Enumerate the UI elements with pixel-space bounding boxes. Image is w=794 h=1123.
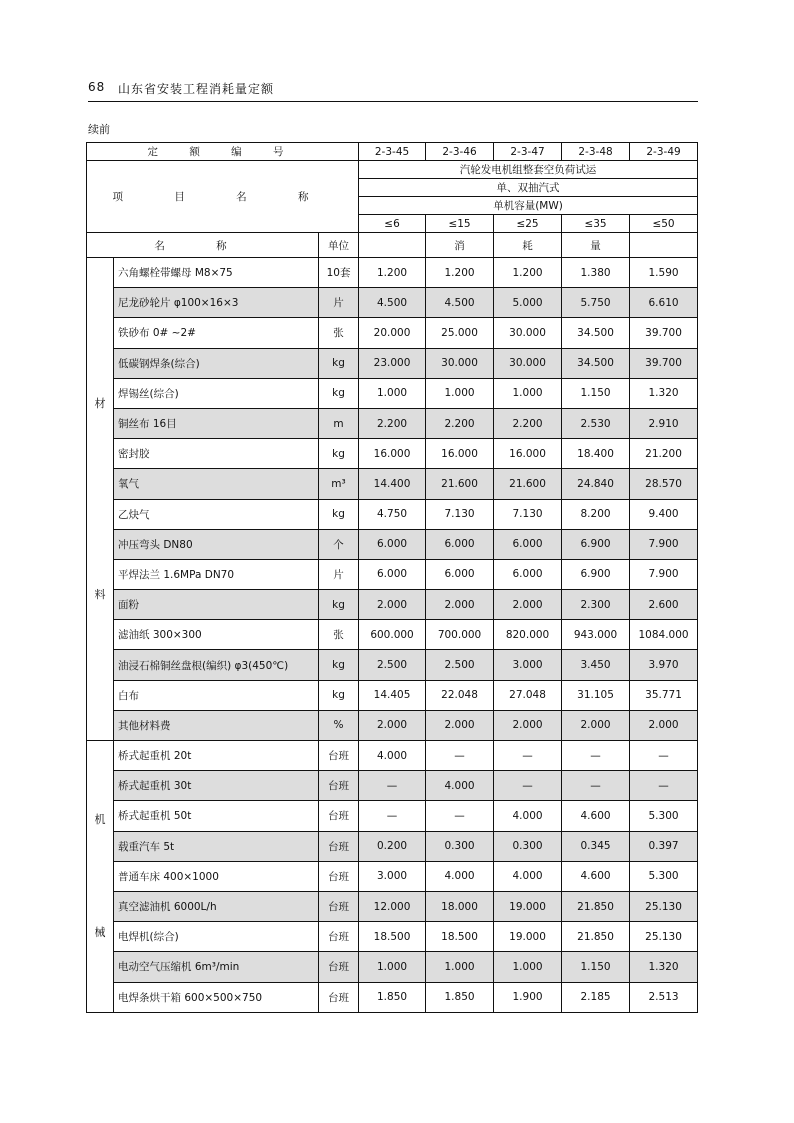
value-cell: 5.000: [494, 288, 562, 318]
value-cell: 1.000: [494, 952, 562, 982]
value-cell: 1.320: [630, 952, 698, 982]
value-cell: 25.130: [630, 891, 698, 921]
item-unit: kg: [319, 680, 359, 710]
value-cell: 5.300: [630, 801, 698, 831]
value-cell: —: [630, 771, 698, 801]
value-cell: 21.600: [426, 469, 494, 499]
table-row: [87, 982, 698, 1012]
capacity-label: 单机容量(MW): [359, 197, 698, 215]
table-row: [87, 348, 698, 378]
value-cell: 700.000: [426, 620, 494, 650]
value-cell: 4.000: [426, 861, 494, 891]
table-row: [87, 891, 698, 921]
value-cell: 4.600: [562, 861, 630, 891]
continued-label: 续前: [88, 123, 110, 136]
consumption-char: 耗: [494, 233, 562, 258]
item-unit: m: [319, 408, 359, 438]
item-name: 真空滤油机 6000L/h: [114, 891, 319, 921]
value-cell: 1.200: [359, 258, 426, 288]
value-cell: 4.600: [562, 801, 630, 831]
table-row: [87, 318, 698, 348]
header-rule: [88, 101, 698, 102]
value-cell: 7.130: [494, 499, 562, 529]
value-cell: 2.600: [630, 590, 698, 620]
item-name: 面粉: [114, 590, 319, 620]
value-cell: 2.200: [426, 408, 494, 438]
value-cell: 1.320: [630, 378, 698, 408]
page-header: [88, 74, 698, 102]
item-unit: 台班: [319, 952, 359, 982]
value-cell: 6.000: [426, 529, 494, 559]
value-cell: —: [562, 741, 630, 771]
value-cell: 27.048: [494, 680, 562, 710]
code-cell: 2-3-47: [494, 143, 562, 161]
value-cell: 25.130: [630, 922, 698, 952]
value-cell: 2.000: [562, 710, 630, 740]
value-cell: 1.150: [562, 952, 630, 982]
value-cell: 7.900: [630, 529, 698, 559]
value-cell: 1.000: [426, 378, 494, 408]
item-unit: 台班: [319, 922, 359, 952]
table-row: [87, 288, 698, 318]
item-name: 平焊法兰 1.6MPa DN70: [114, 559, 319, 589]
value-cell: 21.850: [562, 891, 630, 921]
quota-number-label: 定 额 编 号: [87, 143, 359, 161]
value-cell: 1.900: [494, 982, 562, 1012]
code-cell: 2-3-45: [359, 143, 426, 161]
materials-group-label: [87, 258, 114, 741]
item-unit: kg: [319, 348, 359, 378]
value-cell: 2.000: [426, 710, 494, 740]
value-cell: 6.900: [562, 559, 630, 589]
item-unit: 台班: [319, 891, 359, 921]
item-name-label: 项 目 名 称: [87, 161, 359, 233]
item-name: 油浸石棉铜丝盘根(编织) φ3(450℃): [114, 650, 319, 680]
value-cell: 21.200: [630, 439, 698, 469]
code-cell: 2-3-49: [630, 143, 698, 161]
table-row: [87, 378, 698, 408]
group-char: 料: [94, 587, 106, 601]
item-name: 桥式起重机 30t: [114, 771, 319, 801]
item-name: 电焊机(综合): [114, 922, 319, 952]
value-cell: 6.000: [359, 559, 426, 589]
item-unit: 台班: [319, 831, 359, 861]
value-cell: 22.048: [426, 680, 494, 710]
value-cell: 2.513: [630, 982, 698, 1012]
value-cell: 1.380: [562, 258, 630, 288]
capacity-cell: ≤6: [359, 215, 426, 233]
value-cell: 2.200: [359, 408, 426, 438]
value-cell: —: [630, 741, 698, 771]
value-cell: 4.500: [359, 288, 426, 318]
table-row: [87, 861, 698, 891]
value-cell: 0.300: [426, 831, 494, 861]
item-name: 滤油纸 300×300: [114, 620, 319, 650]
value-cell: 3.970: [630, 650, 698, 680]
value-cell: 5.750: [562, 288, 630, 318]
group-char: 机: [94, 813, 106, 827]
table-row: [87, 559, 698, 589]
capacity-cell: ≤25: [494, 215, 562, 233]
value-cell: 21.850: [562, 922, 630, 952]
value-cell: 1.000: [494, 378, 562, 408]
value-cell: 1.850: [359, 982, 426, 1012]
item-unit: kg: [319, 439, 359, 469]
item-unit: kg: [319, 650, 359, 680]
item-unit: 台班: [319, 861, 359, 891]
value-cell: —: [494, 741, 562, 771]
table-row: [87, 922, 698, 952]
value-cell: 16.000: [359, 439, 426, 469]
value-cell: 2.000: [359, 590, 426, 620]
value-cell: 2.000: [494, 710, 562, 740]
value-cell: 2.185: [562, 982, 630, 1012]
item-name: 电动空气压缩机 6m³/min: [114, 952, 319, 982]
value-cell: 16.000: [426, 439, 494, 469]
value-cell: 1.850: [426, 982, 494, 1012]
table-row: [87, 801, 698, 831]
table-row: [87, 741, 698, 771]
table-row: [87, 499, 698, 529]
value-cell: 4.000: [494, 801, 562, 831]
value-cell: 943.000: [562, 620, 630, 650]
consumption-blank: [359, 233, 426, 258]
item-name: 焊锡丝(综合): [114, 378, 319, 408]
value-cell: 2.530: [562, 408, 630, 438]
value-cell: 25.000: [426, 318, 494, 348]
book-title: 山东省安装工程消耗量定额: [118, 82, 275, 96]
value-cell: 3.000: [494, 650, 562, 680]
item-unit: 片: [319, 559, 359, 589]
value-cell: 4.750: [359, 499, 426, 529]
value-cell: 6.900: [562, 529, 630, 559]
value-cell: 18.500: [359, 922, 426, 952]
value-cell: —: [426, 741, 494, 771]
value-cell: 2.300: [562, 590, 630, 620]
item-unit: 片: [319, 288, 359, 318]
value-cell: 24.840: [562, 469, 630, 499]
item-unit: kg: [319, 499, 359, 529]
value-cell: 6.000: [359, 529, 426, 559]
item-name: 其他材料费: [114, 710, 319, 740]
item-name: 桥式起重机 20t: [114, 741, 319, 771]
item-unit: 张: [319, 318, 359, 348]
item-unit: m³: [319, 469, 359, 499]
item-unit: 台班: [319, 982, 359, 1012]
value-cell: 6.000: [494, 559, 562, 589]
item-name: 桥式起重机 50t: [114, 801, 319, 831]
value-cell: 7.900: [630, 559, 698, 589]
table-row: [87, 469, 698, 499]
table-row: [87, 680, 698, 710]
value-cell: 34.500: [562, 318, 630, 348]
consumption-char: 消: [426, 233, 494, 258]
value-cell: 31.105: [562, 680, 630, 710]
value-cell: 14.400: [359, 469, 426, 499]
value-cell: 1.000: [359, 952, 426, 982]
value-cell: 30.000: [494, 318, 562, 348]
value-cell: 18.400: [562, 439, 630, 469]
table-row: [87, 439, 698, 469]
item-name: 乙炔气: [114, 499, 319, 529]
table-row: [87, 771, 698, 801]
item-unit: 台班: [319, 771, 359, 801]
item-unit: kg: [319, 378, 359, 408]
value-cell: 1.200: [494, 258, 562, 288]
item-unit: 10套: [319, 258, 359, 288]
item-name: 普通车床 400×1000: [114, 861, 319, 891]
value-cell: 35.771: [630, 680, 698, 710]
page-number: 68: [88, 80, 106, 94]
group-gap: [87, 410, 113, 588]
group-char: 械: [94, 926, 106, 940]
value-cell: 4.000: [359, 741, 426, 771]
item-name: 白布: [114, 680, 319, 710]
value-cell: 4.500: [426, 288, 494, 318]
capacity-cell: ≤35: [562, 215, 630, 233]
item-name: 低碳钢焊条(综合): [114, 348, 319, 378]
table-row: [87, 952, 698, 982]
value-cell: 1.150: [562, 378, 630, 408]
capacity-cell: ≤15: [426, 215, 494, 233]
value-cell: 2.000: [426, 590, 494, 620]
machinery-group-label: [87, 741, 114, 1013]
table-row: [87, 710, 698, 740]
consumption-char: 量: [562, 233, 630, 258]
value-cell: 3.450: [562, 650, 630, 680]
value-cell: —: [562, 771, 630, 801]
value-cell: 2.000: [630, 710, 698, 740]
value-cell: 21.600: [494, 469, 562, 499]
value-cell: 6.000: [494, 529, 562, 559]
column-name-header: 名 称: [87, 233, 319, 258]
value-cell: 2.000: [494, 590, 562, 620]
value-cell: —: [359, 801, 426, 831]
item-unit: 个: [319, 529, 359, 559]
value-cell: 12.000: [359, 891, 426, 921]
item-unit: 台班: [319, 801, 359, 831]
item-name: 密封胶: [114, 439, 319, 469]
value-cell: —: [494, 771, 562, 801]
value-cell: 18.000: [426, 891, 494, 921]
item-name: 冲压弯头 DN80: [114, 529, 319, 559]
item-name: 铁砂布 0# ~2#: [114, 318, 319, 348]
value-cell: 4.000: [426, 771, 494, 801]
value-cell: 2.200: [494, 408, 562, 438]
project-title: 汽轮发电机组整套空负荷试运: [359, 161, 698, 179]
value-cell: 2.000: [359, 710, 426, 740]
column-unit-header: 单位: [319, 233, 359, 258]
item-unit: kg: [319, 590, 359, 620]
value-cell: 600.000: [359, 620, 426, 650]
value-cell: 39.700: [630, 348, 698, 378]
value-cell: 1.000: [359, 378, 426, 408]
value-cell: —: [359, 771, 426, 801]
group-gap: [87, 826, 113, 926]
item-name: 尼龙砂轮片 φ100×16×3: [114, 288, 319, 318]
value-cell: 5.300: [630, 861, 698, 891]
table-row: [87, 650, 698, 680]
value-cell: 19.000: [494, 891, 562, 921]
value-cell: 34.500: [562, 348, 630, 378]
table-row: [87, 529, 698, 559]
item-name: 铜丝布 16目: [114, 408, 319, 438]
group-char: 材: [94, 397, 106, 411]
quota-table: [86, 142, 698, 1013]
value-cell: 1.000: [426, 952, 494, 982]
value-cell: 820.000: [494, 620, 562, 650]
value-cell: 0.345: [562, 831, 630, 861]
table-row: [87, 620, 698, 650]
item-unit: %: [319, 710, 359, 740]
table-row: [87, 831, 698, 861]
value-cell: 0.200: [359, 831, 426, 861]
item-name: 六角螺栓带螺母 M8×75: [114, 258, 319, 288]
value-cell: 14.405: [359, 680, 426, 710]
value-cell: 7.130: [426, 499, 494, 529]
code-cell: 2-3-46: [426, 143, 494, 161]
item-name: 电焊条烘干箱 600×500×750: [114, 982, 319, 1012]
value-cell: 2.910: [630, 408, 698, 438]
value-cell: 30.000: [494, 348, 562, 378]
value-cell: 6.000: [426, 559, 494, 589]
value-cell: 1084.000: [630, 620, 698, 650]
table-row: [87, 408, 698, 438]
value-cell: 20.000: [359, 318, 426, 348]
capacity-cell: ≤50: [630, 215, 698, 233]
item-unit: 台班: [319, 741, 359, 771]
value-cell: 18.500: [426, 922, 494, 952]
item-unit: 张: [319, 620, 359, 650]
value-cell: 4.000: [494, 861, 562, 891]
table-row: [87, 590, 698, 620]
value-cell: 28.570: [630, 469, 698, 499]
value-cell: 1.200: [426, 258, 494, 288]
code-cell: 2-3-48: [562, 143, 630, 161]
value-cell: 16.000: [494, 439, 562, 469]
value-cell: 1.590: [630, 258, 698, 288]
value-cell: 2.500: [426, 650, 494, 680]
value-cell: 39.700: [630, 318, 698, 348]
table-row: [87, 258, 698, 288]
value-cell: 9.400: [630, 499, 698, 529]
value-cell: 0.397: [630, 831, 698, 861]
item-name: 氧气: [114, 469, 319, 499]
value-cell: 3.000: [359, 861, 426, 891]
value-cell: 19.000: [494, 922, 562, 952]
value-cell: 2.500: [359, 650, 426, 680]
value-cell: 8.200: [562, 499, 630, 529]
value-cell: 6.610: [630, 288, 698, 318]
value-cell: 23.000: [359, 348, 426, 378]
consumption-blank: [630, 233, 698, 258]
project-type: 单、双抽汽式: [359, 179, 698, 197]
item-name: 载重汽车 5t: [114, 831, 319, 861]
value-cell: 30.000: [426, 348, 494, 378]
value-cell: 0.300: [494, 831, 562, 861]
value-cell: —: [426, 801, 494, 831]
